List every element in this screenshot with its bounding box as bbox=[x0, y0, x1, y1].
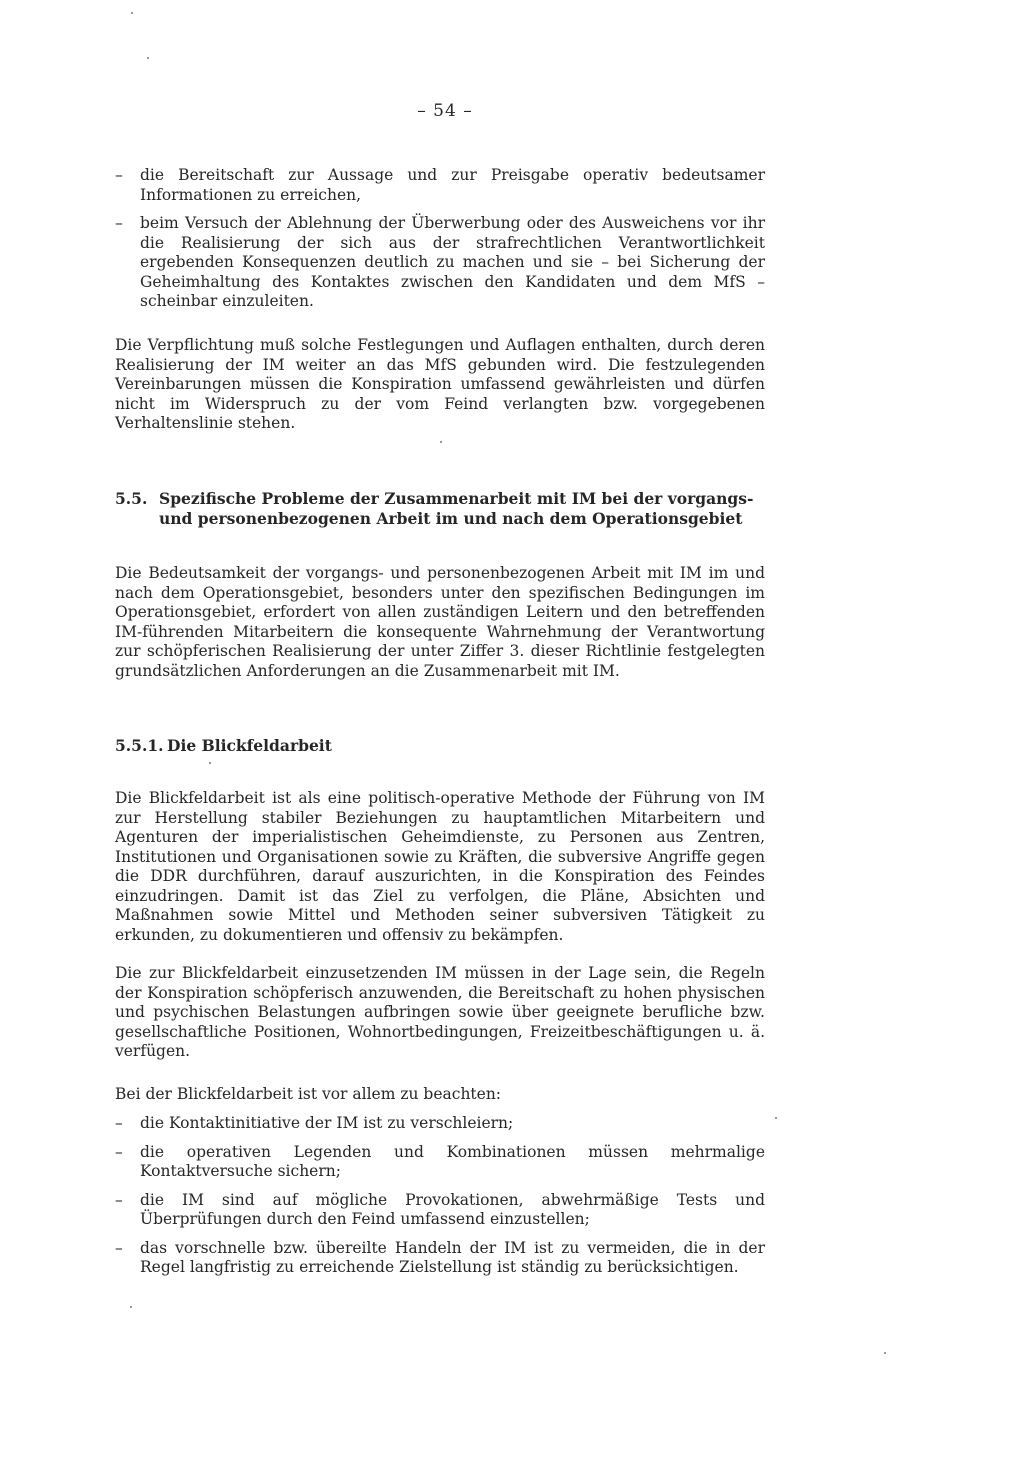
list-item bbox=[115, 214, 765, 312]
list-item bbox=[115, 1114, 765, 1134]
list-item bbox=[115, 1239, 765, 1278]
dash-glyph: – bbox=[115, 1190, 123, 1209]
list-item bbox=[115, 1191, 765, 1230]
paragraph-text: Bei der Blickfeldarbeit ist vor allem zu beachten: bbox=[115, 1085, 502, 1103]
paragraph-text: Die Verpflichtung muß solche Festlegungen und Auflagen enthalten, durch deren Realisierung der IM weiter an das MfS gebunden wird. Die festzulegenden Vereinbarungen müssen die Konspiration umfassend gewährleisten und dürfen nicht im Widerspruch zu der vom Feind verlangten bzw. vorgegebenen Verhaltenslinie stehen. bbox=[115, 336, 765, 432]
dash-glyph: – bbox=[115, 166, 123, 184]
bullet-text: die Kontaktinitiative der IM ist zu verschleiern; bbox=[140, 1114, 514, 1132]
section-number: 5.5. bbox=[115, 489, 148, 508]
paragraph-text: Die Bedeutsamkeit der vorgangs- und personenbezogenen Arbeit mit IM im und nach dem Operationsgebiet, besonders unter den spezifischen Bedingungen im Operationsgebiet, erfordert von allen zuständigen Leitern und den betreffenden IM-führenden Mitarbeitern die konsequente Wahrnehmung der Verantwortung zur schöpferischen Realisierung der unter Ziffer 3. dieser Richtlinie festgelegten grundsätzlichen Anforderungen an die Zusammenarbeit mit IM. bbox=[115, 564, 765, 680]
scan-speck bbox=[130, 1306, 132, 1308]
bullet-text: die operativen Legenden und Kombinationen müssen mehrmalige Kontaktversuche sichern; bbox=[140, 1142, 765, 1180]
bullet-text: das vorschnelle bzw. übereilte Handeln der IM ist zu vermeiden, die in der Regel langfristig zu erreichende Zielstellung ist ständig zu berücksichtigen. bbox=[140, 1238, 765, 1276]
paragraph-bedeutsamkeit bbox=[115, 564, 765, 681]
section-title: Die Blickfeldarbeit bbox=[167, 736, 332, 755]
list-item bbox=[115, 166, 765, 205]
paragraph-text: Die zur Blickfeldarbeit einzusetzenden IM müssen in der Lage sein, die Regeln der Konspiration schöpferisch anzuwenden, die Bereitschaft zu hohen physischen und psychischen Belastungen aufbringen sowie über geeignete berufliche bzw. gesellschaftliche Positionen, Wohnortbedingungen, Freizeitbeschäftigungen u. ä. verfügen. bbox=[115, 964, 765, 1060]
dash-glyph: – bbox=[115, 1114, 123, 1132]
paragraph-beachten bbox=[115, 1085, 765, 1105]
section-title: Spezifische Probleme der Zusammenarbeit mit IM bei der vorgangs- und personenbezogenen Arbeit im und nach dem Operationsgebiet bbox=[159, 489, 754, 528]
paragraph-blickfeld-2 bbox=[115, 964, 765, 1062]
dash-glyph: – bbox=[115, 1238, 123, 1257]
scan-speck bbox=[131, 12, 133, 14]
section-heading-5-5 bbox=[115, 489, 765, 528]
scan-speck bbox=[440, 441, 442, 443]
bullet-text: die Bereitschaft zur Aussage und zur Preisgabe operativ bedeutsamer Informationen zu erreichen, bbox=[140, 166, 765, 204]
page-number: – 54 – bbox=[417, 101, 473, 121]
dash-glyph: – bbox=[115, 1142, 123, 1161]
beachten-bullet-list bbox=[115, 1114, 765, 1287]
section-number: 5.5.1. bbox=[115, 736, 164, 755]
scan-speck bbox=[209, 762, 211, 764]
scan-speck bbox=[775, 1117, 777, 1119]
bullet-text: beim Versuch der Ablehnung der Überwerbung oder des Ausweichens vor ihr die Realisierung der sich aus der strafrechtlichen Verantwortlichkeit ergebenden Konsequenzen deutlich zu machen und sie – bei Sicherung der Geheimhaltung des Kontaktes zwischen den Kandidaten und dem MfS – scheinbar einzuleiten. bbox=[140, 214, 765, 310]
section-heading-5-5-1 bbox=[115, 736, 765, 756]
bullet-text: die IM sind auf mögliche Provokationen, abwehrmäßige Tests und Überprüfungen durch den Feind umfassend einzustellen; bbox=[140, 1190, 765, 1228]
scan-speck bbox=[147, 57, 149, 59]
paragraph-blickfeld-1 bbox=[115, 789, 765, 945]
dash-glyph: – bbox=[115, 214, 123, 232]
scan-speck bbox=[884, 1352, 886, 1354]
list-item bbox=[115, 1143, 765, 1182]
paragraph-text: Die Blickfeldarbeit ist als eine politisch-operative Methode der Führung von IM zur Herstellung stabiler Beziehungen zu hauptamtlichen Mitarbeitern und Agenturen der imperialistischen Geheimdienste, zu Personen aus Zentren, Institutionen und Organisationen sowie zu Kräften, die subversive Angriffe gegen die DDR durchführen, darauf auszurichten, in die Konspiration des Feindes einzudringen. Damit ist das Ziel zu verfolgen, die Pläne, Absichten und Maßnahmen sowie Mittel und Methoden seiner subversiven Tätigkeit zu erkunden, zu dokumentieren und offensiv zu bekämpfen. bbox=[115, 789, 765, 944]
paragraph-verpflichtung bbox=[115, 336, 765, 434]
intro-bullet-list bbox=[115, 166, 765, 321]
